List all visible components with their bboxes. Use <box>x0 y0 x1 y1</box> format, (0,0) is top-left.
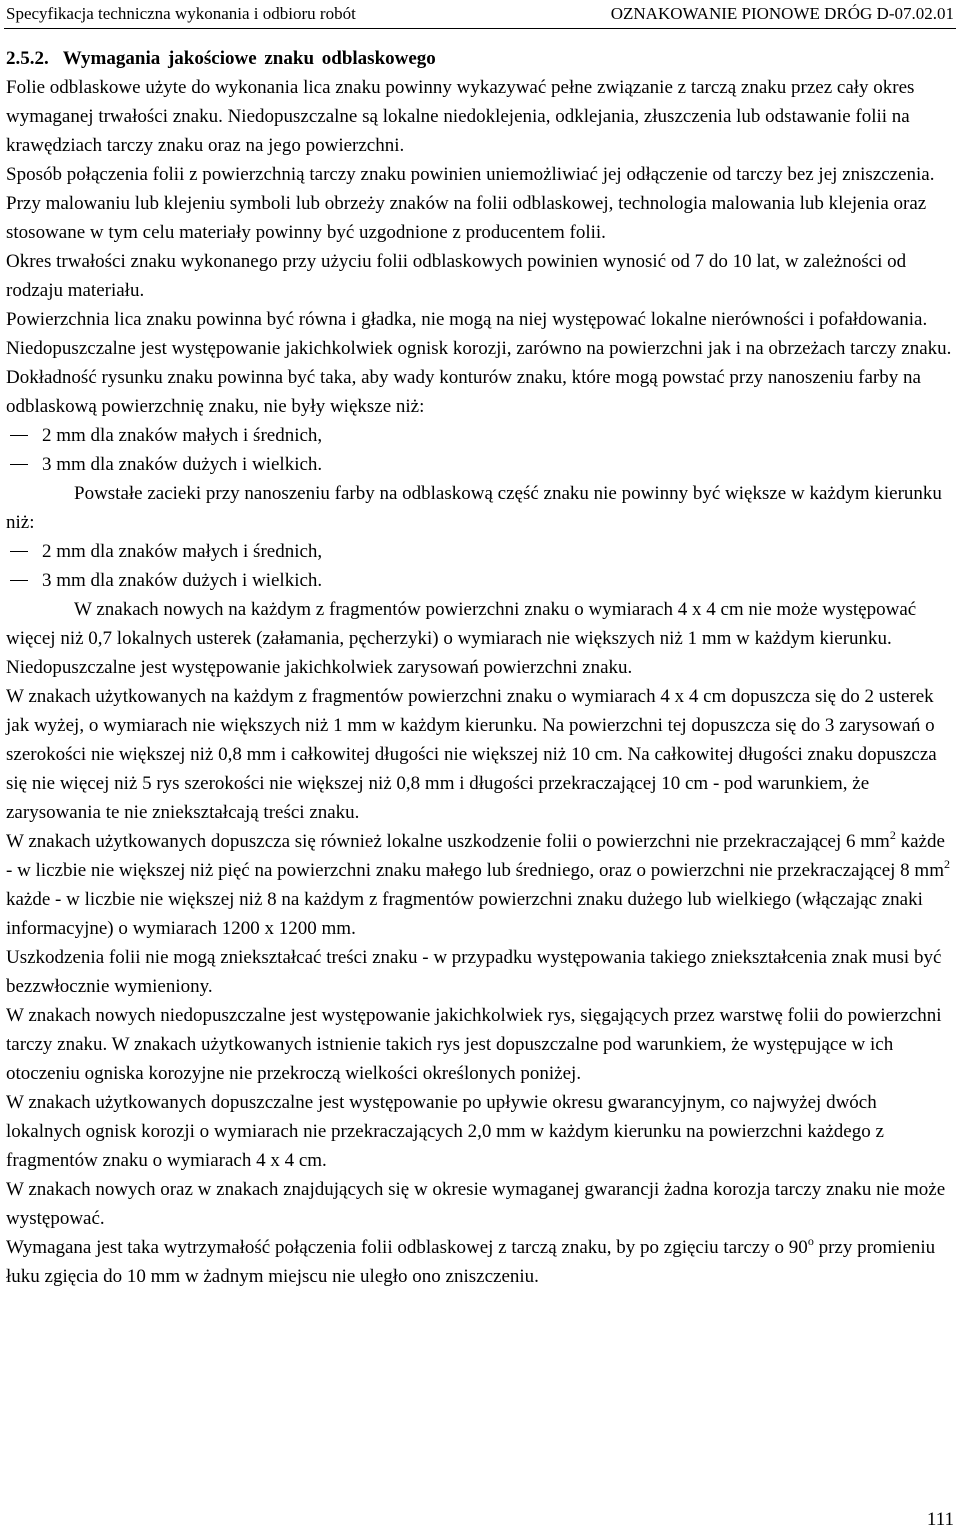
list-item: 2 mm dla znaków małych i średnich, <box>6 537 954 566</box>
paragraph-text: W znakach użytkowanych dopuszcza się również lokalne uszkodzenie folii o powierzchni nie przekraczającej 6 mm <box>6 831 890 852</box>
header-spec-title: Specyfikacja techniczna wykonania i odbioru robót <box>6 4 356 23</box>
section-number: 2.5.2. <box>6 48 49 69</box>
section-title: Wymagania jakościowe znaku odblaskowego <box>62 48 436 69</box>
paragraph: W znakach nowych niedopuszczalne jest występowanie jakichkolwiek rys, sięgających przez warstwę folii do powierzchni tarczy znaku. W znakach użytkowanych istnienie takich rys jest dopuszczalne pod warunkiem, że występujące w ich otoczeniu ogniska korozyjne nie przekroczą wielkości określonych poniżej. <box>6 1005 942 1084</box>
paragraph-text: każde - w liczbie nie większej niż 8 na każdym z fragmentów powierzchni znaku dużego lub wielkiego (włączając znaki informacyjne) o wymiarach 1200 x 1200 mm. <box>6 889 923 939</box>
paragraph: Przy malowaniu lub klejeniu symboli lub obrzeży znaków na folii odblaskowej, technologia malowania lub klejenia oraz stosowane w tym celu materiały powinny być uzgodnione z producentem folii. <box>6 193 927 243</box>
list-item: 3 mm dla znaków dużych i wielkich. <box>6 566 954 595</box>
paragraph: W znakach nowych oraz w znakach znajdujących się w okresie wymaganej gwarancji żadna korozja tarczy znaku nie może występować. <box>6 1179 946 1229</box>
paragraph: Folie odblaskowe użyte do wykonania lica znaku powinny wykazywać pełne związanie z tarczą znaku przez cały okres wymaganej trwałości znaku. Niedopuszczalne są lokalne niedoklejenia, odklejania, złuszczenia lub odstawanie folii na krawędziach tarczy znaku oraz na jego powierzchni. <box>6 77 915 156</box>
paragraph: Powstałe zacieki przy nanoszeniu farby na odblaskową część znaku nie powinny być większe w każdym kierunku niż: <box>6 483 942 533</box>
paragraph: Okres trwałości znaku wykonanego przy użyciu folii odblaskowych powinien wynosić od 7 do 10 lat, w zależności od rodzaju materiału. <box>6 251 907 301</box>
paragraph: Uszkodzenia folii nie mogą zniekształcać treści znaku - w przypadku występowania takiego zniekształcenia znak musi być bezzwłocznie wymieniony. <box>6 947 942 997</box>
paragraph: W znakach nowych na każdym z fragmentów powierzchni znaku o wymiarach 4 x 4 cm nie może występować więcej niż 0,7 lokalnych usterek (załamania, pęcherzyki) o wymiarach nie większych niż 1 mm w każdym kierunku. Niedopuszczalne jest występowanie jakichkolwiek zarysowań powierzchni znaku. <box>6 599 917 678</box>
page-header <box>4 0 956 29</box>
superscript: 2 <box>889 828 896 842</box>
paragraph <box>6 827 954 943</box>
paragraph-text: Wymagana jest taka wytrzymałość połączenia folii odblaskowej z tarczą znaku, by po zgięciu tarczy o 90 <box>6 1237 808 1258</box>
paragraph: Dokładność rysunku znaku powinna być taka, aby wady konturów znaku, które mogą powstać przy nanoszeniu farby na odblaskową powierzchnię znaku, nie były większe niż: <box>6 367 921 417</box>
paragraph <box>6 1233 954 1291</box>
paragraph: W znakach użytkowanych na każdym z fragmentów powierzchni znaku o wymiarach 4 x 4 cm dopuszcza się do 2 usterek jak wyżej, o wymiarach nie większych niż 1 mm w każdym kierunku. Na powierzchni tej dopuszcza się do 3 zarysowań o szerokości nie większej niż 0,8 mm i całkowitej długości nie większej niż 10 cm. Na całkowitej długości znaku dopuszcza się nie więcej niż 5 rys szerokości nie większej niż 0,8 mm i długości przekraczającej 10 cm - pod warunkiem, że zarysowania te nie zniekształcają treści znaku. <box>6 686 937 823</box>
paragraph: Sposób połączenia folii z powierzchnią tarczy znaku powinien uniemożliwiać jej odłączenie od tarczy bez jej zniszczenia. <box>6 164 935 185</box>
section-heading <box>6 44 954 73</box>
list-item: 2 mm dla znaków małych i średnich, <box>6 421 954 450</box>
superscript: 2 <box>943 857 950 871</box>
header-document-code: OZNAKOWANIE PIONOWE DRÓG D-07.02.01 <box>610 4 954 23</box>
paragraph-text: przy promieniu łuku zgięcia do 10 mm w żadnym miejscu nie uległo ono zniszczeniu. <box>6 1237 936 1287</box>
superscript: o <box>807 1234 814 1248</box>
paragraph: W znakach użytkowanych dopuszczalne jest występowanie po upływie okresu gwarancyjnym, co najwyżej dwóch lokalnych ognisk korozji o wymiarach nie przekraczających 2,0 mm w każdym kierunku na powierzchni każdego z fragmentów znaku o wymiarach 4 x 4 cm. <box>6 1092 884 1171</box>
paragraph: Powierzchnia lica znaku powinna być równa i gładka, nie mogą na niej występować lokalne nierówności i pofałdowania. Niedopuszczalne jest występowanie jakichkolwiek ognisk korozji, zarówno na powierzchni jak i na obrzeżach tarczy znaku. <box>6 309 952 359</box>
page-content <box>6 44 954 1291</box>
page-number: 111 <box>926 1509 954 1530</box>
paragraph-text: każde - w liczbie nie większej niż pięć na powierzchni znaku małego lub średniego, oraz o powierzchni nie przekraczającej 8 mm <box>6 831 945 881</box>
list-item: 3 mm dla znaków dużych i wielkich. <box>6 450 954 479</box>
